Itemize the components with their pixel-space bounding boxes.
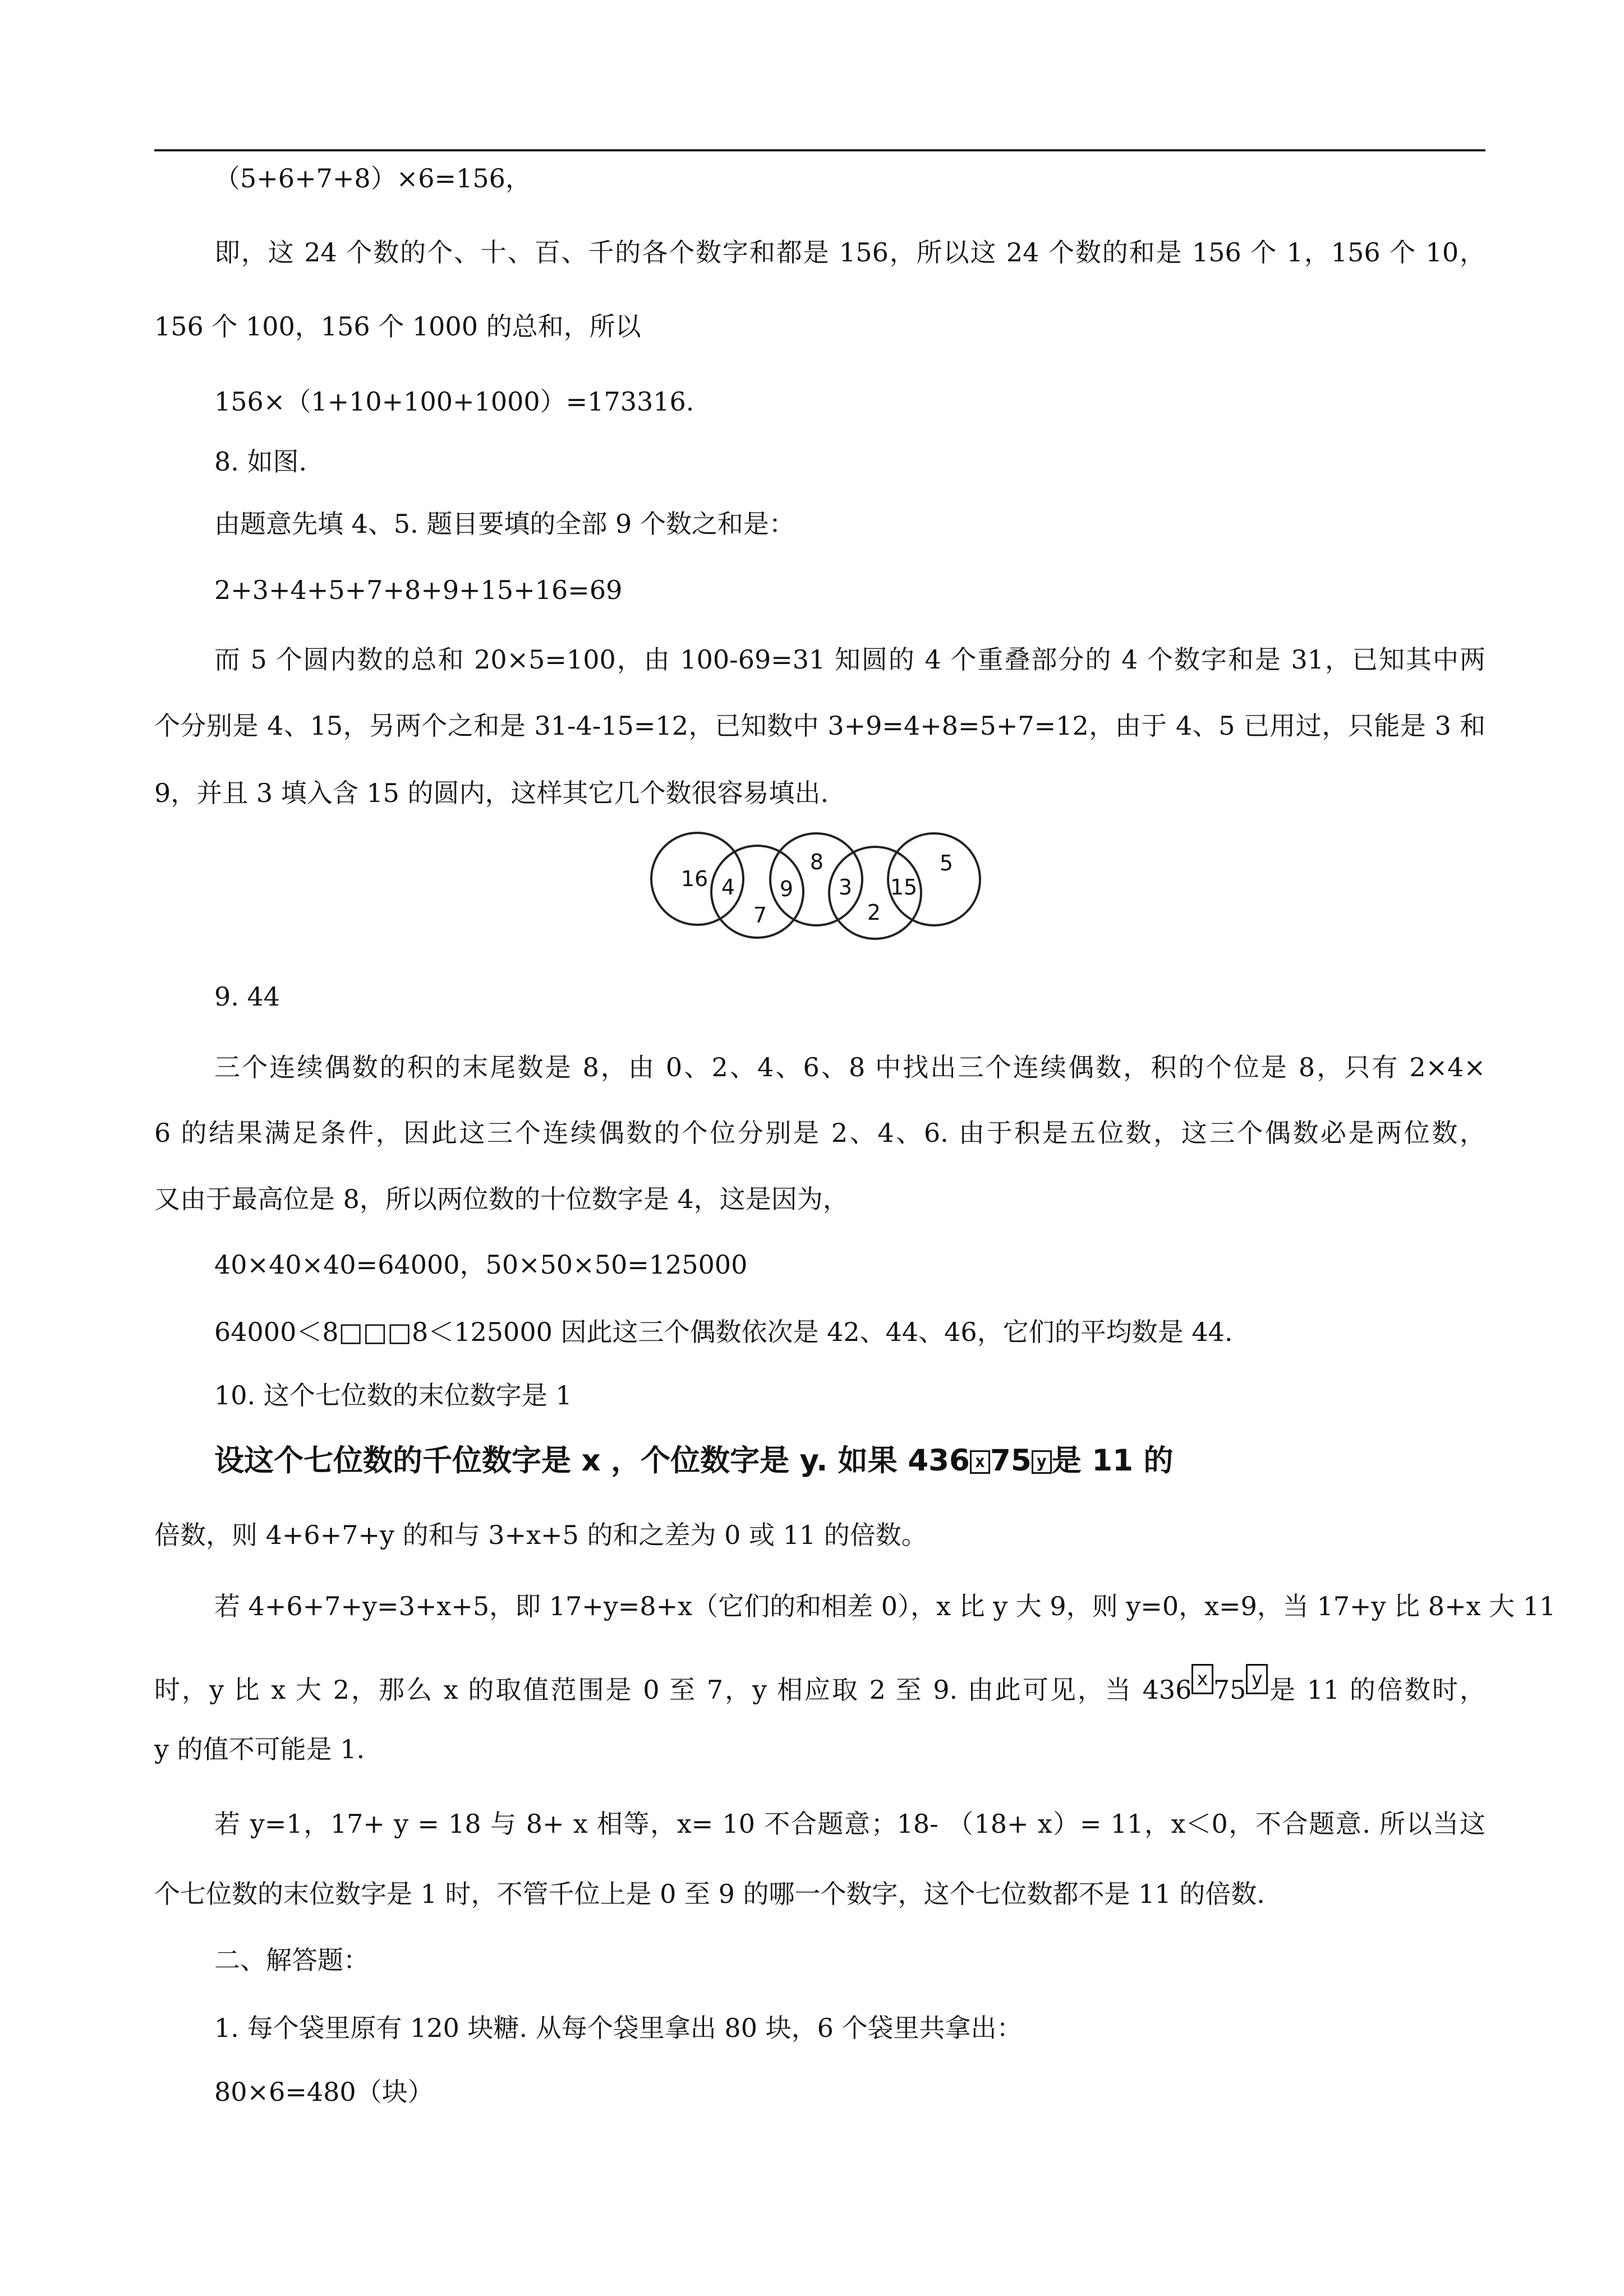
text-line: 80×6=480（块） <box>214 2077 434 2107</box>
text-line: 又由于最高位是 8，所以两位数的十位数字是 4，这是因为， <box>154 1184 849 1214</box>
text-line-bold <box>214 1444 1485 1478</box>
circle-number: 2 <box>867 900 881 925</box>
text-line: 156 个 100，156 个 1000 的总和，所以 <box>154 311 641 342</box>
text-line <box>154 1664 1485 1707</box>
text-segment: 75 <box>1213 1675 1246 1705</box>
text-line: 1. 每个袋里原有 120 块糖. 从每个袋里拿出 80 块，6 个袋里共拿出： <box>214 2013 1023 2043</box>
circle-number: 5 <box>939 851 954 875</box>
text-line: （5+6+7+8）×6=156， <box>214 163 531 193</box>
circle-number: 15 <box>890 875 918 900</box>
text-segment: 设这个七位数的千位数字是 x ，个位数字是 y. 如果 436 <box>214 1444 970 1478</box>
digit-box-y: y <box>1032 1450 1052 1474</box>
overlapping-circles-diagram <box>645 830 993 942</box>
text-line: 40×40×40=64000，50×50×50=125000 <box>214 1250 748 1280</box>
text-line: 8. 如图. <box>214 446 307 477</box>
text-line: 2+3+4+5+7+8+9+15+16=69 <box>214 575 623 605</box>
circle-number: 16 <box>680 866 709 891</box>
digit-box-x: x <box>970 1450 990 1474</box>
circle-number: 9 <box>779 877 794 901</box>
circle-number: 4 <box>721 875 735 900</box>
circle-number: 7 <box>753 903 767 928</box>
text-line: 即，这 24 个数的个、十、百、千的各个数字和都是 156，所以这 24 个数的和是 156 个 1，156 个 10， <box>214 237 1485 268</box>
text-line: 个分别是 4、15，另两个之和是 31-4-15=12，已知数中 3+9=4+8=5+7=12，由于 4、5 已用过，只能是 3 和 <box>154 711 1485 741</box>
text-line: 9. 44 <box>214 981 280 1012</box>
text-line: 10. 这个七位数的末位数字是 1 <box>214 1380 572 1410</box>
text-line: 9，并且 3 填入含 15 的圆内，这样其它几个数很容易填出. <box>154 778 829 808</box>
text-segment: 75 <box>990 1444 1032 1478</box>
header-rule <box>154 149 1485 151</box>
text-line: 倍数，则 4+6+7+y 的和与 3+x+5 的和之差为 0 或 11 的倍数。 <box>154 1520 927 1550</box>
text-line: 若 y=1，17+ y = 18 与 8+ x 相等，x= 10 不合题意；18- （18+ x）= 11，x＜0，不合题意. 所以当这 <box>214 1809 1485 1839</box>
text-line: 6 的结果满足条件，因此这三个连续偶数的个位分别是 2、4、6. 由于积是五位数，这三个偶数必是两位数， <box>154 1118 1485 1148</box>
circle-number: 8 <box>809 850 824 874</box>
digit-box-x: x <box>1191 1664 1213 1694</box>
text-line: 个七位数的末位数字是 1 时，不管千位上是 0 至 9 的哪一个数字，这个七位数都不是 11 的倍数. <box>154 1879 1265 1909</box>
text-line: y 的值不可能是 1. <box>154 1734 365 1764</box>
text-line: 由题意先填 4、5. 题目要填的全部 9 个数之和是： <box>214 509 795 539</box>
text-segment: 时，y 比 x 大 2，那么 x 的取值范围是 0 至 7，y 相应取 2 至 9. 由此可见，当 436 <box>154 1675 1192 1705</box>
text-line: 二、解答题： <box>214 1945 369 1975</box>
digit-box-y: y <box>1246 1664 1267 1694</box>
text-segment: 是 11 的倍数时， <box>1267 1675 1485 1705</box>
text-line: 而 5 个圆内数的总和 20×5=100，由 100-69=31 知圆的 4 个重叠部分的 4 个数字和是 31，已知其中两 <box>214 644 1485 675</box>
text-line: 156×（1+10+100+1000）=173316. <box>214 386 694 417</box>
text-segment: 是 11 的 <box>1051 1444 1174 1478</box>
text-line: 三个连续偶数的积的末尾数是 8，由 0、2、4、6、8 中找出三个连续偶数，积的个位是 8，只有 2×4× <box>214 1052 1485 1082</box>
text-line: 64000＜8□□□8＜125000 因此这三个偶数依次是 42、44、46，它们的平均数是 44. <box>214 1317 1233 1347</box>
circle-number: 3 <box>838 875 853 900</box>
text-line: 若 4+6+7+y=3+x+5，即 17+y=8+x（它们的和相差 0），x 比 y 大 9，则 y=0，x=9，当 17+y 比 8+x 大 11 <box>214 1591 1556 1621</box>
